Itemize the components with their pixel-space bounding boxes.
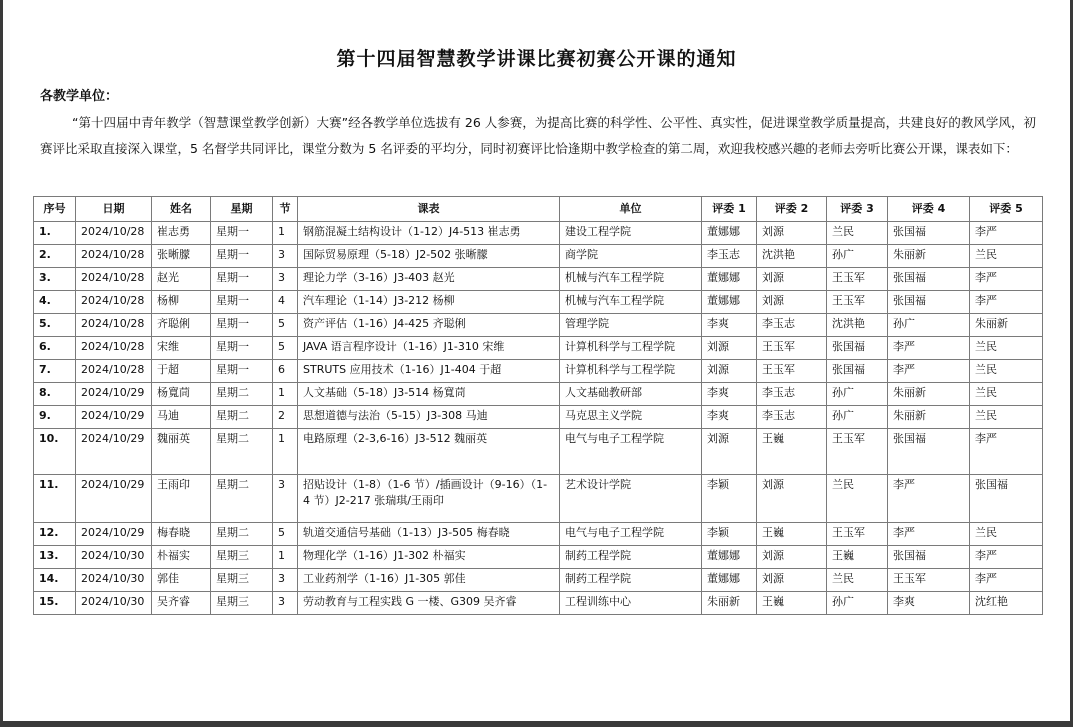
table-cell: 2024/10/28 — [76, 337, 152, 360]
table-row — [34, 383, 1043, 406]
table-cell: 兰民 — [827, 222, 888, 245]
table-cell: 孙广 — [888, 314, 970, 337]
table-cell: 李爽 — [702, 314, 757, 337]
table-cell: 2024/10/29 — [76, 429, 152, 475]
table-row — [34, 245, 1043, 268]
table-cell: 王玉军 — [827, 268, 888, 291]
table-cell: 李严 — [970, 569, 1043, 592]
table-cell: 刘源 — [757, 268, 827, 291]
table-cell: 孙广 — [827, 245, 888, 268]
table-cell: 工程训练中心 — [560, 592, 702, 615]
table-cell: 制药工程学院 — [560, 546, 702, 569]
table-cell: 李严 — [888, 523, 970, 546]
header-cell: 姓名 — [152, 197, 211, 222]
table-cell: 14. — [34, 569, 76, 592]
table-cell: 制药工程学院 — [560, 569, 702, 592]
table-cell: 沈洪艳 — [757, 245, 827, 268]
table-cell: 星期二 — [211, 383, 273, 406]
table-cell: 董娜娜 — [702, 291, 757, 314]
table-cell: 王玉军 — [757, 337, 827, 360]
table-cell: 宋维 — [152, 337, 211, 360]
table-cell: 招贴设计（1-8）（1-6 节）/插画设计（9-16）（1-4 节）J2-217 张瑞琪/王雨印 — [298, 475, 560, 523]
table-cell: 星期二 — [211, 429, 273, 475]
table-cell: 工业药剂学（1-16）J1-305 郭佳 — [298, 569, 560, 592]
schedule-table — [33, 196, 1043, 615]
table-cell: 王玉军 — [827, 523, 888, 546]
header-cell: 单位 — [560, 197, 702, 222]
table-cell: 崔志勇 — [152, 222, 211, 245]
table-cell: 朱丽新 — [888, 383, 970, 406]
intro-paragraph: “第十四届中青年教学（智慧课堂教学创新）大赛”经各教学单位选拔有 26 人参赛，为提高比赛的科学性、公平性、真实性，促进课堂教学质量提高，共建良好的教风学风，初赛评比采取直接深入课堂，5 名督学共同评比，课堂分数为 5 名评委的平均分，同时初赛评比恰逢期中教学检查的第二周，欢迎我校感兴趣的老师去旁听比赛公开课，课表如下： — [40, 115, 1036, 156]
table-cell: 2024/10/28 — [76, 222, 152, 245]
table-cell: 3 — [273, 475, 298, 523]
table-cell: 李严 — [888, 337, 970, 360]
table-row — [34, 569, 1043, 592]
table-row — [34, 291, 1043, 314]
table-cell: 人文基础（5-18）J3-514 杨寬茼 — [298, 383, 560, 406]
table-cell: 2024/10/29 — [76, 406, 152, 429]
table-cell: 5 — [273, 314, 298, 337]
table-cell: 电气与电子工程学院 — [560, 523, 702, 546]
table-cell: 齐聪俐 — [152, 314, 211, 337]
header-cell: 评委 3 — [827, 197, 888, 222]
table-cell: 朱丽新 — [888, 406, 970, 429]
table-cell: 李爽 — [702, 406, 757, 429]
table-cell: 3 — [273, 569, 298, 592]
table-cell: 1. — [34, 222, 76, 245]
document-title: 第十四届智慧教学讲课比赛初赛公开课的通知 — [336, 48, 737, 70]
table-cell: 王巍 — [827, 546, 888, 569]
table-cell: 机械与汽车工程学院 — [560, 268, 702, 291]
table-cell: 董娜娜 — [702, 268, 757, 291]
header-cell: 日期 — [76, 197, 152, 222]
table-cell: 管理学院 — [560, 314, 702, 337]
table-cell: 2024/10/28 — [76, 360, 152, 383]
table-cell: 张国福 — [888, 291, 970, 314]
table-cell: 李爽 — [702, 383, 757, 406]
table-cell: 吴齐睿 — [152, 592, 211, 615]
table-row — [34, 268, 1043, 291]
table-cell: 2024/10/28 — [76, 268, 152, 291]
table-cell: 星期一 — [211, 245, 273, 268]
table-cell: 张晰朦 — [152, 245, 211, 268]
table-cell: 4. — [34, 291, 76, 314]
table-cell: 李严 — [970, 429, 1043, 475]
table-row — [34, 222, 1043, 245]
table-cell: 星期三 — [211, 546, 273, 569]
table-cell: 张国福 — [888, 222, 970, 245]
header-cell: 节 — [273, 197, 298, 222]
table-cell: 2. — [34, 245, 76, 268]
table-cell: 兰民 — [827, 569, 888, 592]
table-cell: 兰民 — [970, 337, 1043, 360]
table-cell: 电气与电子工程学院 — [560, 429, 702, 475]
table-cell: 马迪 — [152, 406, 211, 429]
table-cell: 郭佳 — [152, 569, 211, 592]
table-cell: 6. — [34, 337, 76, 360]
table-cell: 于超 — [152, 360, 211, 383]
table-cell: 5. — [34, 314, 76, 337]
table-cell: 15. — [34, 592, 76, 615]
table-cell: 建设工程学院 — [560, 222, 702, 245]
table-cell: 张国福 — [970, 475, 1043, 523]
table-cell: 10. — [34, 429, 76, 475]
table-cell: 计算机科学与工程学院 — [560, 360, 702, 383]
table-cell: 王玉军 — [757, 360, 827, 383]
table-cell: 孙广 — [827, 592, 888, 615]
table-cell: 汽车理论（1-14）J3-212 杨柳 — [298, 291, 560, 314]
table-row — [34, 475, 1043, 523]
table-cell: 刘源 — [757, 475, 827, 523]
table-cell: STRUTS 应用技术（1-16）J1-404 于超 — [298, 360, 560, 383]
table-cell: 12. — [34, 523, 76, 546]
table-cell: 兰民 — [970, 383, 1043, 406]
table-cell: 兰民 — [970, 406, 1043, 429]
table-row — [34, 360, 1043, 383]
table-cell: 思想道德与法治（5-15）J3-308 马迪 — [298, 406, 560, 429]
table-cell: 董娜娜 — [702, 546, 757, 569]
table-cell: 星期一 — [211, 314, 273, 337]
table-row — [34, 314, 1043, 337]
table-cell: 兰民 — [827, 475, 888, 523]
table-cell: 2024/10/30 — [76, 592, 152, 615]
table-cell: 魏丽英 — [152, 429, 211, 475]
table-cell: 3 — [273, 268, 298, 291]
table-cell: 艺术设计学院 — [560, 475, 702, 523]
table-cell: 星期三 — [211, 592, 273, 615]
table-cell: 2024/10/29 — [76, 475, 152, 523]
table-cell: 6 — [273, 360, 298, 383]
table-cell: 2024/10/30 — [76, 546, 152, 569]
table-cell: 兰民 — [970, 245, 1043, 268]
table-cell: 13. — [34, 546, 76, 569]
table-cell: 星期二 — [211, 523, 273, 546]
table-cell: 孙广 — [827, 383, 888, 406]
table-cell: 李严 — [970, 546, 1043, 569]
header-cell: 评委 1 — [702, 197, 757, 222]
table-cell: 李玉志 — [757, 314, 827, 337]
header-cell: 课表 — [298, 197, 560, 222]
table-cell: 李严 — [888, 360, 970, 383]
table-row — [34, 429, 1043, 475]
table-cell: 9. — [34, 406, 76, 429]
table-cell: 电路原理（2-3,6-16）J3-512 魏丽英 — [298, 429, 560, 475]
table-cell: 李严 — [888, 475, 970, 523]
table-cell: 2024/10/29 — [76, 523, 152, 546]
table-cell: 王巍 — [757, 429, 827, 475]
table-cell: 刘源 — [702, 360, 757, 383]
table-cell: 钢筋混凝土结构设计（1-12）J4-513 崔志勇 — [298, 222, 560, 245]
table-cell: 星期二 — [211, 475, 273, 523]
table-cell: 朱丽新 — [970, 314, 1043, 337]
table-cell: 朱丽新 — [702, 592, 757, 615]
table-cell: 孙广 — [827, 406, 888, 429]
table-cell: 星期一 — [211, 222, 273, 245]
table-row — [34, 337, 1043, 360]
table-cell: 李玉志 — [702, 245, 757, 268]
table-row — [34, 592, 1043, 615]
table-cell: 张国福 — [827, 337, 888, 360]
header-cell: 序号 — [34, 197, 76, 222]
table-cell: 李颖 — [702, 475, 757, 523]
header-cell: 评委 2 — [757, 197, 827, 222]
header-cell: 评委 4 — [888, 197, 970, 222]
table-cell: 沈红艳 — [970, 592, 1043, 615]
table-cell: 国际贸易原理（5-18）J2-502 张晰朦 — [298, 245, 560, 268]
table-cell: 星期二 — [211, 406, 273, 429]
table-cell: 刘源 — [757, 569, 827, 592]
table-cell: 赵光 — [152, 268, 211, 291]
table-cell: 3 — [273, 245, 298, 268]
table-cell: 张国福 — [888, 429, 970, 475]
table-cell: 2024/10/29 — [76, 383, 152, 406]
table-cell: 王巍 — [757, 592, 827, 615]
table-cell: 11. — [34, 475, 76, 523]
table-header-row — [34, 197, 1043, 222]
table-cell: 1 — [273, 429, 298, 475]
table-row — [34, 523, 1043, 546]
table-cell: 沈洪艳 — [827, 314, 888, 337]
table-cell: 朴福实 — [152, 546, 211, 569]
table-cell: 5 — [273, 523, 298, 546]
table-cell: 张国福 — [888, 546, 970, 569]
table-cell: 3 — [273, 592, 298, 615]
table-cell: 李颖 — [702, 523, 757, 546]
table-cell: 2 — [273, 406, 298, 429]
table-cell: 7. — [34, 360, 76, 383]
table-cell: 李玉志 — [757, 406, 827, 429]
table-cell: JAVA 语言程序设计（1-16）J1-310 宋维 — [298, 337, 560, 360]
header-cell: 星期 — [211, 197, 273, 222]
table-cell: 星期一 — [211, 337, 273, 360]
table-cell: 李玉志 — [757, 383, 827, 406]
header-cell: 评委 5 — [970, 197, 1043, 222]
table-cell: 朱丽新 — [888, 245, 970, 268]
table-cell: 刘源 — [757, 546, 827, 569]
table-cell: 2024/10/28 — [76, 291, 152, 314]
table-cell: 梅春晓 — [152, 523, 211, 546]
table-cell: 商学院 — [560, 245, 702, 268]
table-cell: 李严 — [970, 291, 1043, 314]
table-cell: 刘源 — [702, 429, 757, 475]
table-cell: 董娜娜 — [702, 222, 757, 245]
table-cell: 马克思主义学院 — [560, 406, 702, 429]
table-cell: 张国福 — [827, 360, 888, 383]
table-cell: 王玉军 — [827, 291, 888, 314]
table-cell: 物理化学（1-16）J1-302 朴福实 — [298, 546, 560, 569]
table-cell: 兰民 — [970, 360, 1043, 383]
table-cell: 王玉军 — [827, 429, 888, 475]
table-cell: 星期一 — [211, 268, 273, 291]
table-cell: 资产评估（1-16）J4-425 齐聪俐 — [298, 314, 560, 337]
table-cell: 机械与汽车工程学院 — [560, 291, 702, 314]
table-cell: 星期三 — [211, 569, 273, 592]
table-cell: 4 — [273, 291, 298, 314]
table-cell: 王玉军 — [888, 569, 970, 592]
table-cell: 3. — [34, 268, 76, 291]
table-cell: 轨道交通信号基础（1-13）J3-505 梅春晓 — [298, 523, 560, 546]
table-cell: 杨柳 — [152, 291, 211, 314]
table-cell: 刘源 — [757, 222, 827, 245]
table-cell: 2024/10/30 — [76, 569, 152, 592]
table-cell: 刘源 — [757, 291, 827, 314]
table-cell: 李严 — [970, 268, 1043, 291]
table-cell: 王巍 — [757, 523, 827, 546]
table-cell: 杨寬茼 — [152, 383, 211, 406]
table-cell: 星期一 — [211, 360, 273, 383]
table-cell: 2024/10/28 — [76, 245, 152, 268]
table-cell: 劳动教育与工程实践 G 一楼、G309 吴齐睿 — [298, 592, 560, 615]
table-cell: 8. — [34, 383, 76, 406]
table-cell: 5 — [273, 337, 298, 360]
table-cell: 兰民 — [970, 523, 1043, 546]
table-cell: 张国福 — [888, 268, 970, 291]
table-cell: 计算机科学与工程学院 — [560, 337, 702, 360]
table-cell: 1 — [273, 546, 298, 569]
table-cell: 2024/10/28 — [76, 314, 152, 337]
table-row — [34, 406, 1043, 429]
table-row — [34, 546, 1043, 569]
table-cell: 李严 — [970, 222, 1043, 245]
table-cell: 王雨印 — [152, 475, 211, 523]
table-cell: 星期一 — [211, 291, 273, 314]
table-cell: 刘源 — [702, 337, 757, 360]
table-cell: 理论力学（3-16）J3-403 赵光 — [298, 268, 560, 291]
table-cell: 董娜娜 — [702, 569, 757, 592]
table-cell: 1 — [273, 222, 298, 245]
table-cell: 1 — [273, 383, 298, 406]
table-cell: 人文基础教研部 — [560, 383, 702, 406]
greeting: 各教学单位： — [40, 89, 119, 104]
table-cell: 李爽 — [888, 592, 970, 615]
